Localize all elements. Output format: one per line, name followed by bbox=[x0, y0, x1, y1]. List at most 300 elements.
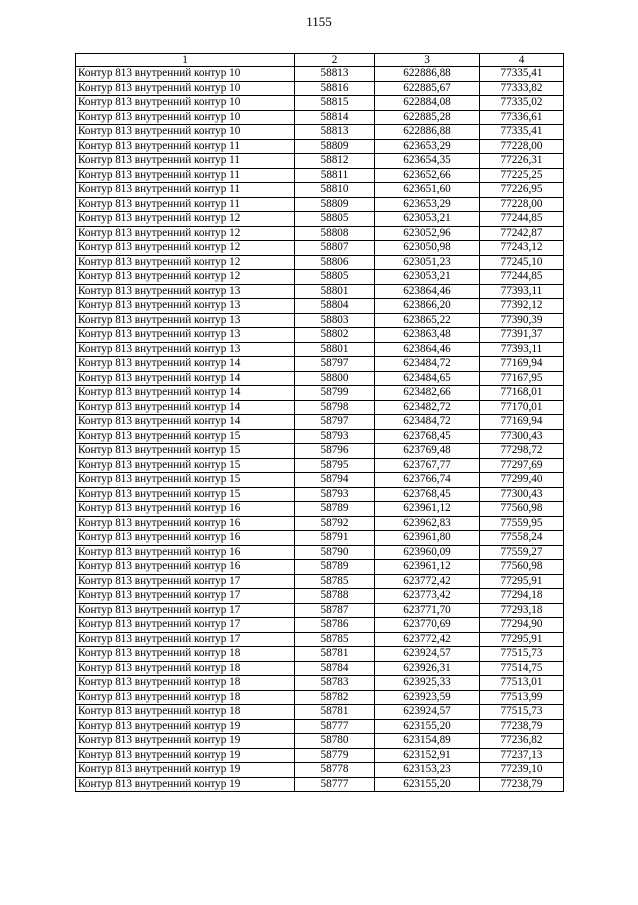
contour-number: 14 bbox=[229, 357, 241, 369]
contour-label-cell bbox=[76, 110, 295, 125]
contour-label-prefix: Контур 813 внутренний контур bbox=[78, 96, 227, 108]
contour-label-prefix: Контур 813 внутренний контур bbox=[78, 734, 227, 746]
x-coordinate-cell: 623154,89 bbox=[375, 734, 480, 749]
contour-label-prefix: Контур 813 внутренний контур bbox=[78, 154, 227, 166]
y-coordinate-cell: 77299,40 bbox=[480, 473, 564, 488]
contour-label-prefix: Контур 813 внутренний контур bbox=[78, 473, 227, 485]
contour-label-cell bbox=[76, 284, 295, 299]
x-coordinate-cell: 623769,48 bbox=[375, 444, 480, 459]
contour-number: 19 bbox=[229, 719, 241, 732]
contour-label-cell bbox=[76, 516, 295, 531]
contour-number: 10 bbox=[229, 96, 241, 108]
y-coordinate-cell: 77243,12 bbox=[480, 241, 564, 256]
y-coordinate-cell: 77515,73 bbox=[480, 647, 564, 662]
contour-label-cell bbox=[76, 618, 295, 633]
contour-number: 18 bbox=[229, 705, 241, 717]
point-number-cell: 58788 bbox=[295, 589, 375, 604]
contour-label-cell bbox=[76, 81, 295, 96]
contour-label-cell bbox=[76, 531, 295, 546]
x-coordinate-cell: 623653,29 bbox=[375, 139, 480, 154]
contour-label-cell bbox=[76, 415, 295, 430]
x-coordinate-cell: 623482,72 bbox=[375, 400, 480, 415]
y-coordinate-cell: 77168,01 bbox=[480, 386, 564, 401]
point-number-cell: 58787 bbox=[295, 603, 375, 618]
contour-label-cell bbox=[76, 589, 295, 604]
contour-number: 17 bbox=[229, 632, 241, 645]
contour-label-prefix: Контур 813 внутренний контур bbox=[78, 458, 227, 471]
contour-number: 14 bbox=[229, 371, 241, 384]
table-row bbox=[76, 531, 564, 546]
y-coordinate-cell: 77513,99 bbox=[480, 690, 564, 705]
point-number-cell: 58811 bbox=[295, 168, 375, 183]
point-number-cell: 58786 bbox=[295, 618, 375, 633]
point-number-cell: 58797 bbox=[295, 415, 375, 430]
x-coordinate-cell: 623768,45 bbox=[375, 487, 480, 502]
table-row bbox=[76, 458, 564, 473]
y-coordinate-cell: 77169,94 bbox=[480, 415, 564, 430]
contour-label-cell bbox=[76, 734, 295, 749]
x-coordinate-cell: 623155,20 bbox=[375, 777, 480, 792]
table-row bbox=[76, 618, 564, 633]
contour-label-prefix: Контур 813 внутренний контур bbox=[78, 676, 227, 688]
table-body bbox=[76, 67, 564, 792]
y-coordinate-cell: 77294,18 bbox=[480, 589, 564, 604]
contour-number: 14 bbox=[229, 400, 241, 413]
contour-label-cell bbox=[76, 183, 295, 198]
point-number-cell: 58810 bbox=[295, 183, 375, 198]
contour-number: 11 bbox=[229, 197, 240, 210]
contour-label-prefix: Контур 813 внутренний контур bbox=[78, 183, 227, 195]
x-coordinate-cell: 622885,28 bbox=[375, 110, 480, 125]
contour-label-prefix: Контур 813 внутренний контур bbox=[78, 545, 227, 558]
contour-label-cell bbox=[76, 763, 295, 778]
x-coordinate-cell: 623482,66 bbox=[375, 386, 480, 401]
y-coordinate-cell: 77245,10 bbox=[480, 255, 564, 270]
point-number-cell: 58790 bbox=[295, 545, 375, 560]
x-coordinate-cell: 623923,59 bbox=[375, 690, 480, 705]
point-number-cell: 58803 bbox=[295, 313, 375, 328]
contour-number: 15 bbox=[229, 458, 241, 471]
x-coordinate-cell: 623962,83 bbox=[375, 516, 480, 531]
y-coordinate-cell: 77244,85 bbox=[480, 212, 564, 227]
contour-number: 16 bbox=[229, 502, 241, 514]
table-row bbox=[76, 139, 564, 154]
x-coordinate-cell: 623960,09 bbox=[375, 545, 480, 560]
y-coordinate-cell: 77560,98 bbox=[480, 560, 564, 575]
contour-number: 10 bbox=[229, 81, 241, 94]
contour-label-prefix: Контур 813 внутренний контур bbox=[78, 81, 227, 94]
point-number-cell: 58812 bbox=[295, 154, 375, 169]
contour-number: 16 bbox=[229, 516, 241, 529]
table-row bbox=[76, 748, 564, 763]
table-row bbox=[76, 545, 564, 560]
y-coordinate-cell: 77237,13 bbox=[480, 748, 564, 763]
y-coordinate-cell: 77558,24 bbox=[480, 531, 564, 546]
x-coordinate-cell: 623924,57 bbox=[375, 647, 480, 662]
x-coordinate-cell: 623053,21 bbox=[375, 270, 480, 285]
point-number-cell: 58809 bbox=[295, 197, 375, 212]
contour-label-prefix: Контур 813 внутренний контур bbox=[78, 67, 227, 79]
contour-number: 11 bbox=[229, 154, 240, 166]
y-coordinate-cell: 77297,69 bbox=[480, 458, 564, 473]
contour-label-cell bbox=[76, 313, 295, 328]
contour-label-prefix: Контур 813 внутренний контур bbox=[78, 719, 227, 732]
table-row bbox=[76, 168, 564, 183]
contour-number: 13 bbox=[229, 284, 241, 297]
x-coordinate-cell: 623864,46 bbox=[375, 342, 480, 357]
table-row bbox=[76, 632, 564, 647]
y-coordinate-cell: 77170,01 bbox=[480, 400, 564, 415]
table-row bbox=[76, 342, 564, 357]
point-number-cell: 58793 bbox=[295, 429, 375, 444]
y-coordinate-cell: 77226,31 bbox=[480, 154, 564, 169]
contour-number: 14 bbox=[229, 415, 241, 427]
y-coordinate-cell: 77228,00 bbox=[480, 197, 564, 212]
contour-label-cell bbox=[76, 241, 295, 256]
contour-label-cell bbox=[76, 139, 295, 154]
table-row bbox=[76, 574, 564, 589]
contour-label-prefix: Контур 813 внутренний контур bbox=[78, 328, 227, 340]
x-coordinate-cell: 623153,23 bbox=[375, 763, 480, 778]
contour-label-cell bbox=[76, 458, 295, 473]
contour-label-cell bbox=[76, 676, 295, 691]
contour-number: 18 bbox=[229, 690, 241, 703]
contour-number: 18 bbox=[229, 647, 241, 659]
table-row bbox=[76, 386, 564, 401]
contour-label-prefix: Контур 813 внутренний контур bbox=[78, 560, 227, 572]
table-row bbox=[76, 67, 564, 82]
contour-label-prefix: Контур 813 внутренний контур bbox=[78, 110, 227, 123]
contour-number: 19 bbox=[229, 777, 241, 790]
contour-label-cell bbox=[76, 632, 295, 647]
table-row bbox=[76, 502, 564, 517]
table-row bbox=[76, 705, 564, 720]
contour-label-prefix: Контур 813 внутренний контур bbox=[78, 574, 227, 587]
contour-label-cell bbox=[76, 299, 295, 314]
point-number-cell: 58801 bbox=[295, 284, 375, 299]
point-number-cell: 58813 bbox=[295, 125, 375, 140]
x-coordinate-cell: 623961,12 bbox=[375, 502, 480, 517]
table-header-row bbox=[76, 54, 564, 67]
point-number-cell: 58814 bbox=[295, 110, 375, 125]
point-number-cell: 58797 bbox=[295, 357, 375, 372]
contour-label-cell bbox=[76, 661, 295, 676]
contour-number: 10 bbox=[229, 110, 241, 123]
contour-label-prefix: Контур 813 внутренний контур bbox=[78, 125, 227, 137]
point-number-cell: 58808 bbox=[295, 226, 375, 241]
x-coordinate-cell: 623926,31 bbox=[375, 661, 480, 676]
contour-number: 17 bbox=[229, 603, 241, 616]
header-col-3: 3 bbox=[375, 54, 480, 67]
x-coordinate-cell: 623961,80 bbox=[375, 531, 480, 546]
contour-label-cell bbox=[76, 371, 295, 386]
x-coordinate-cell: 623484,72 bbox=[375, 415, 480, 430]
contour-label-cell bbox=[76, 473, 295, 488]
table-row bbox=[76, 81, 564, 96]
point-number-cell: 58793 bbox=[295, 487, 375, 502]
contour-label-cell bbox=[76, 96, 295, 111]
contour-label-cell bbox=[76, 342, 295, 357]
table-row bbox=[76, 763, 564, 778]
contour-label-cell bbox=[76, 545, 295, 560]
contour-label-cell bbox=[76, 705, 295, 720]
table-row bbox=[76, 125, 564, 140]
contour-number: 13 bbox=[229, 313, 241, 326]
contour-label-cell bbox=[76, 255, 295, 270]
y-coordinate-cell: 77225,25 bbox=[480, 168, 564, 183]
contour-label-prefix: Контур 813 внутренний контур bbox=[78, 212, 227, 224]
x-coordinate-cell: 623770,69 bbox=[375, 618, 480, 633]
x-coordinate-cell: 623924,57 bbox=[375, 705, 480, 720]
contour-label-prefix: Контур 813 внутренний контур bbox=[78, 647, 227, 659]
table-row bbox=[76, 415, 564, 430]
point-number-cell: 58805 bbox=[295, 270, 375, 285]
x-coordinate-cell: 623051,23 bbox=[375, 255, 480, 270]
table-row bbox=[76, 560, 564, 575]
contour-number: 11 bbox=[229, 183, 240, 195]
point-number-cell: 58805 bbox=[295, 212, 375, 227]
header-col-2: 2 bbox=[295, 54, 375, 67]
contour-label-cell bbox=[76, 777, 295, 792]
x-coordinate-cell: 623050,98 bbox=[375, 241, 480, 256]
y-coordinate-cell: 77392,12 bbox=[480, 299, 564, 314]
contour-label-prefix: Контур 813 внутренний контур bbox=[78, 777, 227, 790]
x-coordinate-cell: 623863,48 bbox=[375, 328, 480, 343]
x-coordinate-cell: 623654,35 bbox=[375, 154, 480, 169]
coordinates-table bbox=[75, 53, 564, 792]
contour-label-prefix: Контур 813 внутренний контур bbox=[78, 589, 227, 601]
contour-number: 15 bbox=[229, 444, 241, 456]
contour-number: 12 bbox=[229, 270, 241, 282]
contour-number: 12 bbox=[229, 226, 241, 239]
y-coordinate-cell: 77515,73 bbox=[480, 705, 564, 720]
table-row bbox=[76, 183, 564, 198]
table-row bbox=[76, 734, 564, 749]
contour-label-prefix: Контур 813 внутренний контур bbox=[78, 270, 227, 282]
y-coordinate-cell: 77236,82 bbox=[480, 734, 564, 749]
y-coordinate-cell: 77560,98 bbox=[480, 502, 564, 517]
y-coordinate-cell: 77559,95 bbox=[480, 516, 564, 531]
x-coordinate-cell: 623152,91 bbox=[375, 748, 480, 763]
contour-number: 12 bbox=[229, 212, 241, 224]
contour-label-prefix: Контур 813 внутренний контур bbox=[78, 386, 227, 398]
point-number-cell: 58785 bbox=[295, 574, 375, 589]
header-col-1: 1 bbox=[76, 54, 295, 67]
contour-label-cell bbox=[76, 357, 295, 372]
y-coordinate-cell: 77335,41 bbox=[480, 125, 564, 140]
contour-label-prefix: Контур 813 внутренний контур bbox=[78, 763, 227, 775]
table-row bbox=[76, 284, 564, 299]
table-row bbox=[76, 676, 564, 691]
x-coordinate-cell: 623864,46 bbox=[375, 284, 480, 299]
y-coordinate-cell: 77242,87 bbox=[480, 226, 564, 241]
x-coordinate-cell: 623053,21 bbox=[375, 212, 480, 227]
point-number-cell: 58794 bbox=[295, 473, 375, 488]
contour-number: 15 bbox=[229, 487, 241, 500]
table-row bbox=[76, 328, 564, 343]
table-row bbox=[76, 241, 564, 256]
contour-label-prefix: Контур 813 внутренний контур bbox=[78, 241, 227, 253]
contour-label-prefix: Контур 813 внутренний контур bbox=[78, 618, 227, 630]
contour-label-prefix: Контур 813 внутренний контур bbox=[78, 284, 227, 297]
x-coordinate-cell: 623961,12 bbox=[375, 560, 480, 575]
contour-label-cell bbox=[76, 328, 295, 343]
y-coordinate-cell: 77295,91 bbox=[480, 574, 564, 589]
table-row bbox=[76, 719, 564, 734]
contour-number: 19 bbox=[229, 748, 241, 761]
y-coordinate-cell: 77300,43 bbox=[480, 487, 564, 502]
x-coordinate-cell: 623653,29 bbox=[375, 197, 480, 212]
x-coordinate-cell: 623155,20 bbox=[375, 719, 480, 734]
table-row bbox=[76, 110, 564, 125]
contour-label-cell bbox=[76, 212, 295, 227]
contour-number: 12 bbox=[229, 255, 241, 268]
point-number-cell: 58781 bbox=[295, 705, 375, 720]
point-number-cell: 58792 bbox=[295, 516, 375, 531]
contour-label-prefix: Контур 813 внутренний контур bbox=[78, 357, 227, 369]
point-number-cell: 58809 bbox=[295, 139, 375, 154]
contour-label-prefix: Контур 813 внутренний контур bbox=[78, 342, 227, 355]
contour-label-prefix: Контур 813 внутренний контур bbox=[78, 313, 227, 326]
contour-number: 13 bbox=[229, 328, 241, 340]
contour-number: 11 bbox=[229, 168, 240, 181]
point-number-cell: 58815 bbox=[295, 96, 375, 111]
x-coordinate-cell: 622884,08 bbox=[375, 96, 480, 111]
y-coordinate-cell: 77390,39 bbox=[480, 313, 564, 328]
y-coordinate-cell: 77300,43 bbox=[480, 429, 564, 444]
point-number-cell: 58778 bbox=[295, 763, 375, 778]
contour-label-prefix: Контур 813 внутренний контур bbox=[78, 632, 227, 645]
point-number-cell: 58784 bbox=[295, 661, 375, 676]
y-coordinate-cell: 77228,00 bbox=[480, 139, 564, 154]
point-number-cell: 58813 bbox=[295, 67, 375, 82]
x-coordinate-cell: 623925,33 bbox=[375, 676, 480, 691]
table-row bbox=[76, 212, 564, 227]
contour-number: 15 bbox=[229, 429, 241, 442]
contour-label-prefix: Контур 813 внутренний контур bbox=[78, 502, 227, 514]
contour-label-prefix: Контур 813 внутренний контур bbox=[78, 168, 227, 181]
x-coordinate-cell: 623773,42 bbox=[375, 589, 480, 604]
table-row bbox=[76, 357, 564, 372]
table-row bbox=[76, 313, 564, 328]
contour-number: 10 bbox=[229, 125, 241, 137]
page-number: 1155 bbox=[306, 14, 332, 29]
point-number-cell: 58801 bbox=[295, 342, 375, 357]
table-row bbox=[76, 647, 564, 662]
y-coordinate-cell: 77238,79 bbox=[480, 719, 564, 734]
contour-number: 13 bbox=[229, 342, 241, 355]
point-number-cell: 58782 bbox=[295, 690, 375, 705]
y-coordinate-cell: 77393,11 bbox=[480, 284, 564, 299]
point-number-cell: 58804 bbox=[295, 299, 375, 314]
contour-label-cell bbox=[76, 574, 295, 589]
point-number-cell: 58806 bbox=[295, 255, 375, 270]
y-coordinate-cell: 77514,75 bbox=[480, 661, 564, 676]
point-number-cell: 58783 bbox=[295, 676, 375, 691]
table-row bbox=[76, 516, 564, 531]
contour-label-prefix: Контур 813 внутренний контур bbox=[78, 531, 227, 543]
contour-label-prefix: Контур 813 внутренний контур bbox=[78, 371, 227, 384]
y-coordinate-cell: 77169,94 bbox=[480, 357, 564, 372]
x-coordinate-cell: 623772,42 bbox=[375, 632, 480, 647]
table-row bbox=[76, 299, 564, 314]
contour-label-prefix: Контур 813 внутренний контур bbox=[78, 429, 227, 442]
contour-label-prefix: Контур 813 внутренний контур bbox=[78, 299, 227, 311]
contour-label-cell bbox=[76, 197, 295, 212]
table-row bbox=[76, 690, 564, 705]
contour-label-cell bbox=[76, 168, 295, 183]
contour-label-cell bbox=[76, 386, 295, 401]
y-coordinate-cell: 77333,82 bbox=[480, 81, 564, 96]
x-coordinate-cell: 622885,67 bbox=[375, 81, 480, 96]
x-coordinate-cell: 623652,66 bbox=[375, 168, 480, 183]
contour-label-prefix: Контур 813 внутренний контур bbox=[78, 690, 227, 703]
contour-label-prefix: Контур 813 внутренний контур bbox=[78, 415, 227, 427]
point-number-cell: 58791 bbox=[295, 531, 375, 546]
contour-label-cell bbox=[76, 67, 295, 82]
point-number-cell: 58779 bbox=[295, 748, 375, 763]
point-number-cell: 58777 bbox=[295, 719, 375, 734]
point-number-cell: 58816 bbox=[295, 81, 375, 96]
contour-label-cell bbox=[76, 125, 295, 140]
table-row bbox=[76, 487, 564, 502]
contour-label-cell bbox=[76, 429, 295, 444]
x-coordinate-cell: 623772,42 bbox=[375, 574, 480, 589]
contour-number: 19 bbox=[229, 734, 241, 746]
point-number-cell: 58785 bbox=[295, 632, 375, 647]
table-row bbox=[76, 661, 564, 676]
table-row bbox=[76, 777, 564, 792]
contour-number: 17 bbox=[229, 589, 241, 601]
contour-label-cell bbox=[76, 690, 295, 705]
contour-number: 10 bbox=[229, 67, 241, 79]
table-row bbox=[76, 96, 564, 111]
table-row bbox=[76, 444, 564, 459]
y-coordinate-cell: 77294,90 bbox=[480, 618, 564, 633]
contour-label-prefix: Контур 813 внутренний контур bbox=[78, 487, 227, 500]
contour-number: 15 bbox=[229, 473, 241, 485]
y-coordinate-cell: 77238,79 bbox=[480, 777, 564, 792]
table-row bbox=[76, 226, 564, 241]
contour-label-cell bbox=[76, 270, 295, 285]
contour-label-prefix: Контур 813 внутренний контур bbox=[78, 603, 227, 616]
table-row bbox=[76, 255, 564, 270]
x-coordinate-cell: 623052,96 bbox=[375, 226, 480, 241]
point-number-cell: 58777 bbox=[295, 777, 375, 792]
contour-label-prefix: Контур 813 внутренний контур bbox=[78, 139, 227, 152]
point-number-cell: 58802 bbox=[295, 328, 375, 343]
y-coordinate-cell: 77513,01 bbox=[480, 676, 564, 691]
y-coordinate-cell: 77391,37 bbox=[480, 328, 564, 343]
contour-number: 11 bbox=[229, 139, 240, 152]
x-coordinate-cell: 623866,20 bbox=[375, 299, 480, 314]
header-col-4: 4 bbox=[480, 54, 564, 67]
table-row bbox=[76, 400, 564, 415]
contour-number: 12 bbox=[229, 241, 241, 253]
table-row bbox=[76, 589, 564, 604]
y-coordinate-cell: 77298,72 bbox=[480, 444, 564, 459]
contour-label-cell bbox=[76, 647, 295, 662]
contour-number: 16 bbox=[229, 545, 241, 558]
x-coordinate-cell: 623766,74 bbox=[375, 473, 480, 488]
point-number-cell: 58799 bbox=[295, 386, 375, 401]
contour-number: 16 bbox=[229, 531, 241, 543]
contour-number: 18 bbox=[229, 676, 241, 688]
point-number-cell: 58789 bbox=[295, 502, 375, 517]
point-number-cell: 58789 bbox=[295, 560, 375, 575]
table-row bbox=[76, 603, 564, 618]
x-coordinate-cell: 622886,88 bbox=[375, 67, 480, 82]
